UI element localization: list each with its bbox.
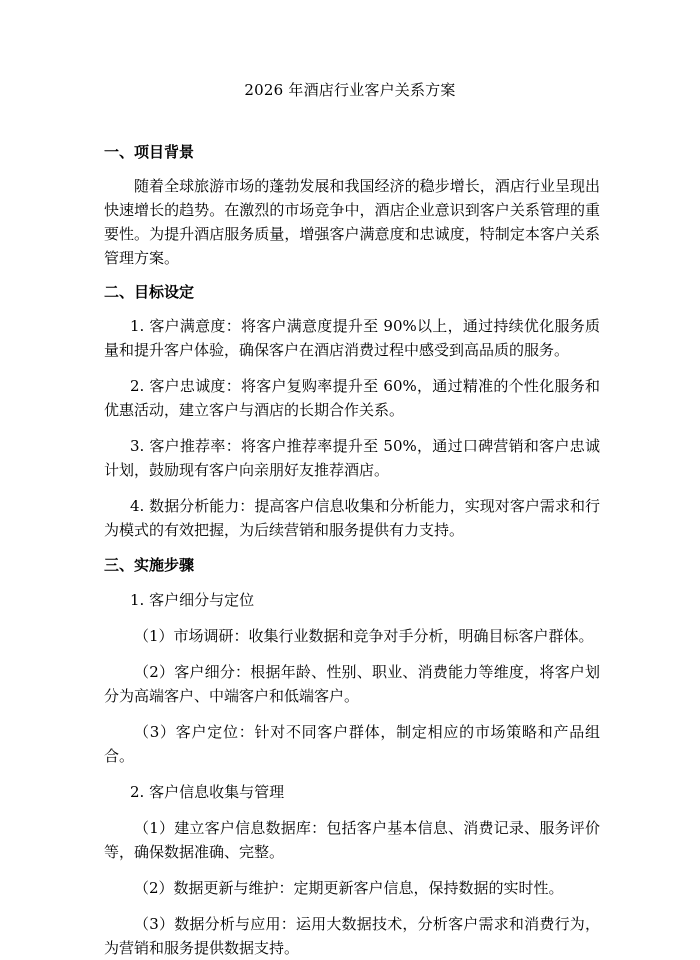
goal-item-satisfaction: 1. 客户满意度：将客户满意度提升至 90%以上，通过持续优化服务质量和提升客户体验，确保客户在酒店消费过程中感受到高品质的服务。 — [104, 317, 600, 359]
step-subitem: （1）建立客户信息数据库：包括客户基本信息、消费记录、服务评价等，确保数据准确、完整。 — [104, 819, 600, 861]
section-heading-goals: 二、目标设定 — [104, 283, 195, 301]
step-label-segmentation: 1. 客户细分与定位 — [130, 591, 255, 609]
step-subitem: （2）数据更新与维护：定期更新客户信息，保持数据的实时性。 — [134, 879, 564, 897]
section-heading-steps: 三、实施步骤 — [104, 556, 195, 574]
goal-item-loyalty: 2. 客户忠诚度：将客户复购率提升至 60%，通过精准的个性化服务和优惠活动，建立客户与酒店的长期合作关系。 — [104, 377, 600, 419]
step-subitem: （3）数据分析与应用：运用大数据技术，分析客户需求和消费行为，为营销和服务提供数据支持。 — [104, 915, 600, 957]
document-title: 2026 年酒店行业客户关系方案 — [244, 81, 456, 99]
step-subitem: （1）市场调研：收集行业数据和竞争对手分析，明确目标客户群体。 — [134, 627, 594, 645]
document-body — [104, 140, 600, 960]
goal-item-analytics: 4. 数据分析能力：提高客户信息收集和分析能力，实现对客户需求和行为模式的有效把握，为后续营销和服务提供有力支持。 — [104, 497, 600, 539]
section-heading-background: 一、项目背景 — [104, 143, 195, 161]
step-label-info-management: 2. 客户信息收集与管理 — [130, 783, 285, 801]
goal-item-referral: 3. 客户推荐率：将客户推荐率提升至 50%，通过口碑营销和客户忠诚计划，鼓励现有客户向亲朋好友推荐酒店。 — [104, 437, 600, 479]
step-subitem: （3）客户定位：针对不同客户群体，制定相应的市场策略和产品组合。 — [104, 723, 600, 765]
background-paragraph: 随着全球旅游市场的蓬勃发展和我国经济的稳步增长，酒店行业呈现出快速增长的趋势。在激烈的市场竞争中，酒店企业意识到客户关系管理的重要性。为提升酒店服务质量，增强客户满意度和忠诚度，特制定本客户关系管理方案。 — [104, 177, 600, 267]
step-subitem: （2）客户细分：根据年龄、性别、职业、消费能力等维度，将客户划分为高端客户、中端客户和低端客户。 — [104, 663, 600, 705]
